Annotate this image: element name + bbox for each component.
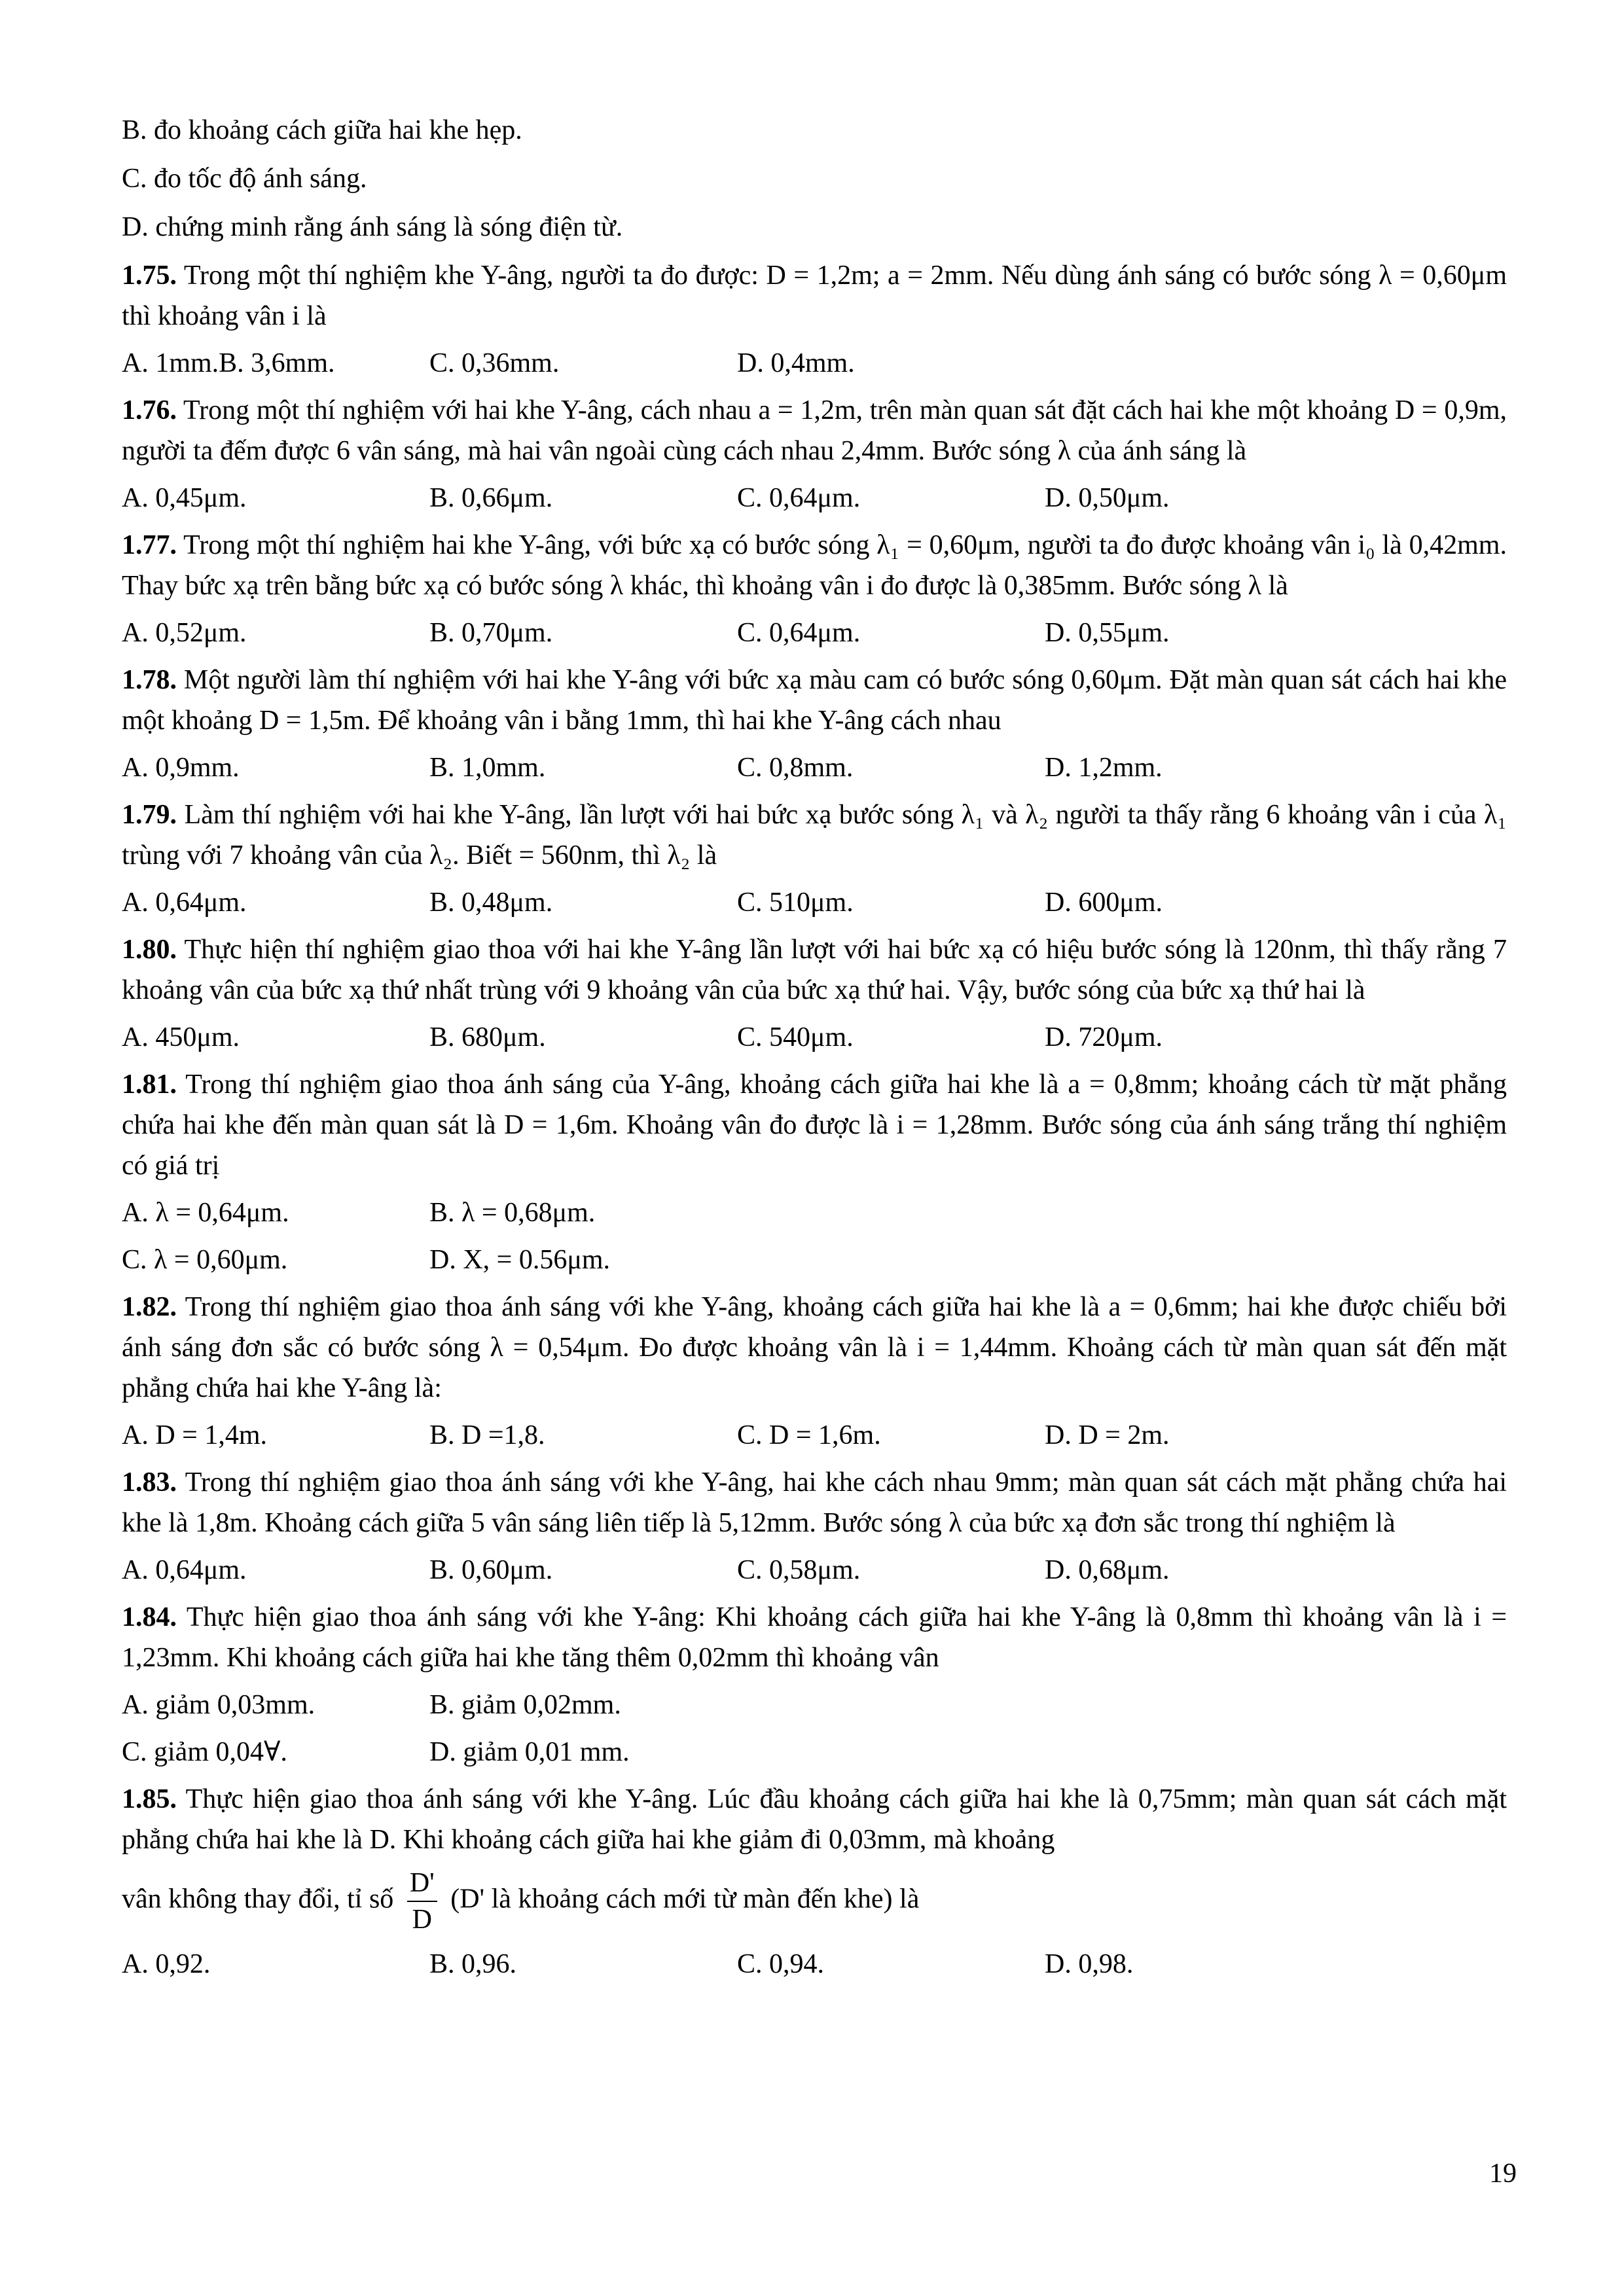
- fraction-numerator: D': [407, 1865, 437, 1902]
- option-c: C. 0,64μm.: [737, 483, 861, 513]
- page-content: [122, 110, 1507, 1991]
- answer-options: [122, 882, 1507, 923]
- option-a: A. 0,64μm.: [122, 1555, 247, 1585]
- question-1-81: [122, 1064, 1507, 1280]
- question-text: Một người làm thí nghiệm với hai khe Y-âng với bức xạ màu cam có bước sóng 0,60μm. Đặt màn quan sát cách hai khe một khoảng D = 1,5m. Để khoảng vân i bằng 1mm, thì hai khe Y-âng cách nhau: [122, 665, 1507, 736]
- option-c: C. 0,94.: [737, 1949, 825, 1979]
- question-number: 1.85.: [122, 1784, 177, 1814]
- answer-options: [122, 478, 1507, 518]
- question-stem: [122, 1779, 1507, 1860]
- option-c: C. 0,64μm.: [737, 618, 861, 648]
- answer-options-row-1: [122, 1685, 1507, 1725]
- option-d: D. 600μm.: [1045, 888, 1163, 918]
- option-a: A. 0,64μm.: [122, 888, 247, 918]
- option-b: B. 1,0mm.: [429, 753, 546, 783]
- intro-line-c: C. đo tốc độ ánh sáng.: [122, 164, 367, 194]
- question-stem: [122, 525, 1507, 606]
- answer-options: [122, 747, 1507, 788]
- option-a: A. 1mm.B. 3,6mm.: [122, 348, 335, 378]
- question-text-after-fraction: (D' là khoảng cách mới từ màn đến khe) là: [450, 1884, 920, 1914]
- question-stem: [122, 795, 1507, 876]
- question-text: Trong một thí nghiệm với hai khe Y-âng, cách nhau a = 1,2m, trên màn quan sát đặt cách hai khe một khoảng D = 0,9m, người ta đếm được 6 vân sáng, mà hai vân ngoài cùng cách nhau 2,4mm. Bước sóng λ của ánh sáng là: [122, 395, 1507, 466]
- option-d: D. 1,2mm.: [1045, 753, 1163, 783]
- option-d: D. D = 2m.: [1045, 1420, 1170, 1450]
- question-1-79: [122, 795, 1507, 923]
- option-d: D. 0,98.: [1045, 1949, 1134, 1979]
- question-text: Trong thí nghiệm giao thoa ánh sáng với khe Y-âng, hai khe cách nhau 9mm; màn quan sát cách mặt phẳng chứa hai khe là 1,8m. Khoảng cách giữa 5 vân sáng liên tiếp là 5,12mm. Bước sóng λ của bức xạ đơn sắc trong thí nghiệm là: [122, 1467, 1507, 1538]
- option-c: C. 0,58μm.: [737, 1555, 861, 1585]
- question-1-85: [122, 1779, 1507, 1984]
- option-b: B. 0,70μm.: [429, 618, 553, 648]
- option-b: B. giảm 0,02mm.: [429, 1690, 621, 1720]
- question-number: 1.79.: [122, 800, 177, 830]
- answer-options: [122, 1415, 1507, 1456]
- option-a: A. 450μm.: [122, 1022, 240, 1052]
- option-b: B. 0,60μm.: [429, 1555, 553, 1585]
- question-number: 1.81.: [122, 1069, 177, 1100]
- question-number: 1.84.: [122, 1602, 177, 1632]
- intro-line-b: B. đo khoảng cách giữa hai khe hẹp.: [122, 115, 522, 145]
- option-b: B. 0,48μm.: [429, 888, 553, 918]
- option-d: D. X, = 0.56μm.: [429, 1245, 611, 1275]
- option-d: D. 0,4mm.: [737, 348, 855, 378]
- question-text: Làm thí nghiệm với hai khe Y-âng, lần lượt với hai bức xạ bước sóng λ₁ và λ₂ người ta thấy rằng 6 khoảng vân i của λ₁ trùng với 7 khoảng vân của λ₂. Biết = 560nm, thì λ₂ là: [122, 800, 1507, 870]
- option-a: A. 0,52μm.: [122, 618, 247, 648]
- option-b: B. 680μm.: [429, 1022, 546, 1052]
- option-a: A. λ = 0,64μm.: [122, 1198, 289, 1228]
- option-c: C. D = 1,6m.: [737, 1420, 881, 1450]
- question-text: Trong một thí nghiệm khe Y-âng, người ta đo được: D = 1,2m; a = 2mm. Nếu dùng ánh sáng có bước sóng λ = 0,60μm thì khoảng vân i là: [122, 260, 1507, 331]
- question-1-75: [122, 255, 1507, 384]
- question-stem: [122, 1462, 1507, 1543]
- question-stem: [122, 1064, 1507, 1186]
- option-c: C. 0,36mm.: [429, 348, 560, 378]
- option-c: C. giảm 0,04∀.: [122, 1737, 287, 1767]
- question-stem: [122, 1287, 1507, 1408]
- option-a: A. D = 1,4m.: [122, 1420, 268, 1450]
- option-b: B. λ = 0,68μm.: [429, 1198, 596, 1228]
- ratio-fraction: [407, 1865, 437, 1937]
- option-b: B. 0,96.: [429, 1949, 517, 1979]
- option-b: B. D =1,8.: [429, 1420, 545, 1450]
- question-1-76: [122, 390, 1507, 518]
- question-number: 1.75.: [122, 260, 177, 291]
- option-a: A. giảm 0,03mm.: [122, 1690, 316, 1720]
- fraction-denominator: D: [412, 1905, 432, 1935]
- answer-options: [122, 1017, 1507, 1058]
- question-stem: [122, 1597, 1507, 1678]
- question-stem: [122, 390, 1507, 471]
- question-text: Trong một thí nghiệm hai khe Y-âng, với bức xạ có bước sóng λ₁ = 0,60μm, người ta đo được khoảng vân i₀ là 0,42mm. Thay bức xạ trên bằng bức xạ có bước sóng λ khác, thì khoảng vân i đo được là 0,385mm. Bước sóng λ là: [122, 530, 1507, 601]
- question-text-before-fraction: vân không thay đổi, tỉ số: [122, 1884, 394, 1914]
- question-number: 1.82.: [122, 1292, 177, 1322]
- question-1-84: [122, 1597, 1507, 1772]
- intro-line-d: D. chứng minh rằng ánh sáng là sóng điện từ.: [122, 212, 623, 242]
- option-d: D. 0,50μm.: [1045, 483, 1170, 513]
- answer-options-row-1: [122, 1193, 1507, 1233]
- question-number: 1.77.: [122, 530, 177, 560]
- option-a: A. 0,92.: [122, 1949, 211, 1979]
- question-stem-continued: [122, 1865, 1507, 1937]
- question-text: Trong thí nghiệm giao thoa ánh sáng với khe Y-âng, khoảng cách giữa hai khe là a = 0,6mm; hai khe được chiếu bởi ánh sáng đơn sắc có bước sóng λ = 0,54μm. Đo được khoảng vân là i = 1,44mm. Khoảng cách từ màn quan sát đến mặt phẳng chứa hai khe Y-âng là:: [122, 1292, 1507, 1403]
- question-text: Thực hiện giao thoa ánh sáng với khe Y-âng. Lúc đầu khoảng cách giữa hai khe là 0,75mm; màn quan sát cách mặt phẳng chứa hai khe là D. Khi khoảng cách giữa hai khe giảm đi 0,03mm, mà khoảng: [122, 1784, 1507, 1855]
- answer-options: [122, 613, 1507, 653]
- option-d: D. 0,68μm.: [1045, 1555, 1170, 1585]
- question-number: 1.83.: [122, 1467, 177, 1498]
- answer-options: [122, 343, 1507, 384]
- answer-options-row-2: [122, 1240, 1507, 1280]
- question-stem: [122, 255, 1507, 336]
- option-d: D. 720μm.: [1045, 1022, 1163, 1052]
- question-1-78: [122, 660, 1507, 788]
- option-d: D. 0,55μm.: [1045, 618, 1170, 648]
- question-number: 1.78.: [122, 665, 177, 695]
- page-number: 19: [1489, 2159, 1517, 2189]
- option-c: C. λ = 0,60μm.: [122, 1245, 288, 1275]
- question-number: 1.80.: [122, 935, 177, 965]
- question-number: 1.76.: [122, 395, 177, 425]
- option-a: A. 0,45μm.: [122, 483, 247, 513]
- answer-options: [122, 1944, 1507, 1984]
- question-text: Trong thí nghiệm giao thoa ánh sáng của Y-âng, khoảng cách giữa hai khe là a = 0,8mm; khoảng cách từ mặt phẳng chứa hai khe đến màn quan sát là D = 1,6m. Khoảng vân đo được là i = 1,28mm. Bước sóng của ánh sáng trắng thí nghiệm có giá trị: [122, 1069, 1507, 1181]
- option-b: B. 0,66μm.: [429, 483, 553, 513]
- option-c: C. 0,8mm.: [737, 753, 854, 783]
- option-d: D. giảm 0,01 mm.: [429, 1737, 630, 1767]
- question-text: Thực hiện thí nghiệm giao thoa với hai khe Y-âng lần lượt với hai bức xạ có hiệu bước sóng là 120nm, thì thấy rằng 7 khoảng vân của bức xạ thứ nhất trùng với 9 khoảng vân của bức xạ thứ hai. Vậy, bước sóng của bức xạ thứ hai là: [122, 935, 1507, 1005]
- answer-options: [122, 1550, 1507, 1590]
- question-1-80: [122, 929, 1507, 1058]
- option-a: A. 0,9mm.: [122, 753, 240, 783]
- question-stem: [122, 660, 1507, 741]
- option-c: C. 540μm.: [737, 1022, 854, 1052]
- question-1-82: [122, 1287, 1507, 1456]
- question-1-77: [122, 525, 1507, 653]
- question-stem: [122, 929, 1507, 1011]
- question-text: Thực hiện giao thoa ánh sáng với khe Y-âng: Khi khoảng cách giữa hai khe Y-âng là 0,8mm thì khoảng vân là i = 1,23mm. Khi khoảng cách giữa hai khe tăng thêm 0,02mm thì khoảng vân: [122, 1602, 1507, 1673]
- answer-options-row-2: [122, 1732, 1507, 1772]
- option-c: C. 510μm.: [737, 888, 854, 918]
- question-1-83: [122, 1462, 1507, 1590]
